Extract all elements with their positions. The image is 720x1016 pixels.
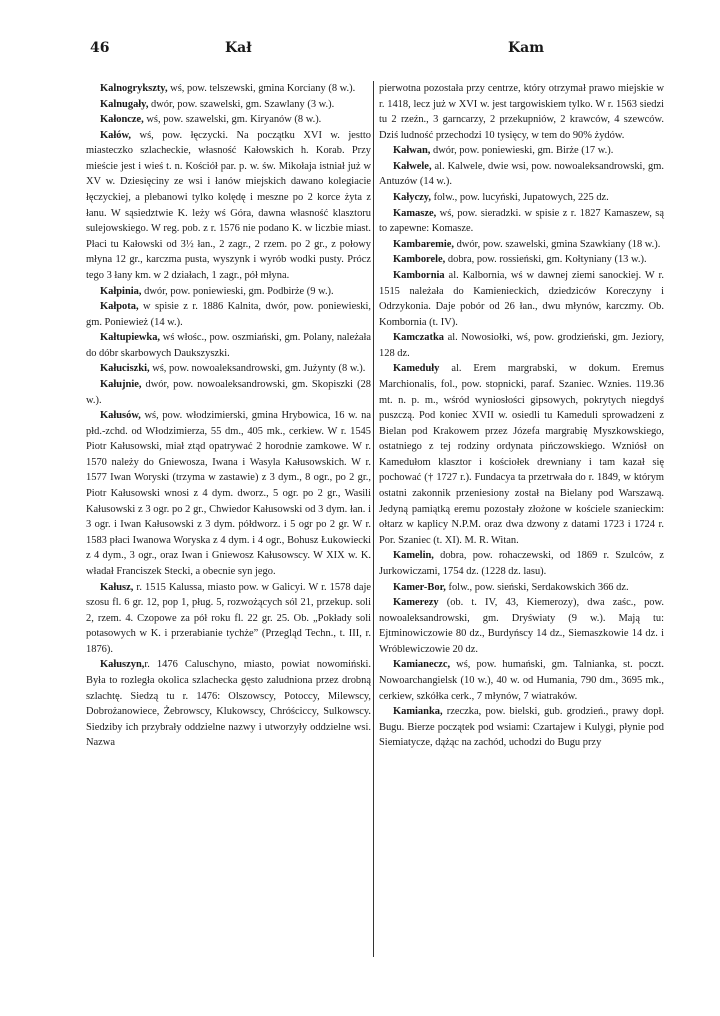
dictionary-entry — [86, 657, 371, 750]
dictionary-entry — [86, 408, 371, 579]
entry-headword: Kamer-Bor, — [393, 581, 446, 593]
entry-text: wś, pow. włodzimierski, gmina Hrybowica, 16 w. na płd.-zchd. od Włodzimierza, 55 dm., 405 mk., cerkiew. W r. 1545 Piotr Kałusowski, miał ztąd opatrywać 2 horodnie zamkowe. W r. 1570 należy do Gniewosza, Iwana i Wasyla Kałusowskich. W r. 1577 Iwan Woryski (trzyma w zastawie) z 3 dym., 8 ogr., po 2 gr., Piotr Kałusowski wnosi z 4 dym. dworz., 5 ogr. po 2 gr., Wasili Kałusowski z 3 ogr. po 2 gr., Chwiedor Kałusowski od 3 dym. łan. i 3 ogr. i Iwan Kałusowski z 3 dym. półdworz. i 5 ogr po 2 gr. W r. 1583 płaci Iwanowa Woryska z 4 dym. i 4 ogr., Bohusz Łukowiecki z 4 dym., 3 ogr., oraz Iwan i Gniewosz Kałusowscy. W XIX w. K. władał Franciszek Stecki, a obecnie syn jego. — [86, 410, 371, 577]
dictionary-entry — [379, 190, 664, 206]
dictionary-entry — [379, 237, 664, 253]
entry-headword: Kambaremie, — [393, 238, 454, 250]
entry-text: w spisie z r. 1886 Kalnita, dwór, pow. poniewieski, gm. Poniewież (14 w.). — [86, 301, 371, 328]
entry-text: al. Nowosiołki, wś, pow. grodzieński, gm. Jeziory, 128 dz. — [379, 332, 664, 359]
entry-text: pierwotna pozostała przy centrze, który otrzymał prawo miejskie w r. 1418, lecz już w XVI w. jest targowiskiem tylko. W r. 1563 siedzi tu 2 rzeźn., 3 garncarzy, 2 przekupniów, 2 krawców, 4 szewców. Dziś ludność przechodzi 10 tysięcy, w tem do 90% żydów. — [379, 83, 664, 141]
entry-text: al. Kalwele, dwie wsi, pow. nowoaleksandrowski, gm. Antuzów (14 w.). — [379, 160, 664, 188]
dictionary-entry — [379, 704, 664, 751]
dictionary-entry — [379, 330, 664, 361]
entry-headword: Kałusz, — [100, 581, 134, 593]
entry-headword: Kałpota, — [100, 301, 139, 313]
entry-headword: Kalnugały, — [100, 98, 149, 110]
right-column — [379, 81, 664, 751]
entry-headword: Kałyczy, — [393, 192, 431, 204]
entry-headword: Kameduły — [393, 363, 440, 375]
entry-text: wś, pow. nowoaleksandrowski, gm. Jużynty (8 w.). — [149, 363, 366, 375]
dictionary-entry — [86, 81, 371, 97]
entry-headword: Kałwele, — [393, 160, 432, 172]
entry-text: wś, pow. humański, gm. Talnianka, st. poczt. Nowoarchangielsk (10 w.), 40 w. od Humania, 790 dm., 3695 mk., cerkiew, szkółka cerk., 7 młynów, 7 wiatraków. — [379, 659, 664, 702]
entry-text: al. Erem margrabski, w dokum. Eremus Marchionalis, fol., pow. stopnicki, paraf. Szaniec. Wznies. 119.36 mt. n. p. m., wśród wyniosłości gipsowych, pokrytych niegdyś puszczą. Pod koniec XVII w. osiedli tu Kameduli sprowadzeni z Bielan pod Krakowem przez Józefa margrabię Myszkowskiego, ostatniego z tej rodziny ordynata pińczowskiego. Wzniósł on Kamedułom klasztor i kościołek drewniany i tam kazał się pochować († 1727 r.). Fundacya ta przetrwała do r. 1849, w którym ostatni zakonnik przeniesiony został na Bielany pod Warszawą. Jedyną pamiątką eremu pozostały złożone w kościele szanieckim: ołtarz w kaplicy N.P.M. oraz dwa dzwony z datami 1723 i 1724 r. Por. Szaniec (t. XI). M. R. Witan. — [379, 363, 664, 546]
page-header — [90, 40, 662, 64]
entry-text: al. Kalbornia, wś w dawnej ziemi sanockiej. W r. 1515 należała do Kamienieckich, dziedziców Koreczyny i Odrzykonia. Daje pobór od 26 łan., dwu młynów, karczmy. Ob. Kombornia (t. IV). — [379, 269, 664, 328]
entry-text: r. 1476 Caluschyno, miasto, powiat nowomiński. Była to rozległa okolica szlachecka gęsto zaludniona przez drobną szlachtę. Siedzą tu r. 1476: Olszowscy, Potoccy, Milewscy, Dobrożanowiece, Żebrowscy, Klukowscy, Chróściccy, Sulkowscy. Siedziby ich przybrały oddzielne nazwy i utworzyły oddzielne wsi. Nazwa — [86, 659, 371, 749]
dictionary-entry — [379, 252, 664, 268]
dictionary-entry — [86, 377, 371, 408]
dictionary-entry — [379, 548, 664, 579]
entry-text: dobra, pow. rohaczewski, od 1869 r. Szulców, z Jurkowiczami, 1754 dz. (1228 dz. lasu). — [379, 550, 664, 577]
entry-text: wś włośc., pow. oszmiański, gm. Polany, należała do dóbr skarbowych Daukszyszki. — [86, 332, 371, 359]
entry-headword: Kamianeczc, — [393, 659, 451, 671]
dictionary-entry — [379, 268, 664, 330]
dictionary-entry — [379, 580, 664, 596]
column-divider — [373, 81, 374, 957]
entry-text: (ob. t. IV, 43, Kiemerozy), dwa zaśc., pow. nowoaleksandrowski, gm. Dryświaty (9 w.). Mają tu: Ejtminowiczowie 80 dz., Burdyńscy 14 dz., Siemaszkowie 14 dz. i Wróblewiczowie 20 dz. — [379, 597, 664, 655]
dictionary-entry — [86, 128, 371, 284]
dictionary-entry — [379, 657, 664, 704]
dictionary-entry — [379, 159, 664, 190]
entry-headword: Kamczatka — [393, 332, 445, 344]
dictionary-entry — [86, 112, 371, 128]
dictionary-entry — [379, 143, 664, 159]
entry-headword: Kałujnie, — [100, 378, 142, 390]
entry-headword: Kałpinia, — [100, 285, 142, 297]
entry-text: rzeczka, pow. bielski, gub. grodzień., prawy dopł. Bugu. Bierze początek pod wsiami: Czartajew i Kulygi, płynie pod Siemiatycze, dążąc na zachód, uchodzi do Bugu przy — [379, 706, 664, 749]
entry-text: wś, pow. łęczycki. Na początku XVI w. jestto miasteczko szlacheckie, własność Kałowskich h. Korab. Przy mieście jest i wieś t. n. Kościół par. p. w. św. Mikołaja istniał już w XV w. Dziesięciny ze wsi i łanów miejskich dawano kolegiacie łęczyckiej, a plebanowi tylko kolędę i meszne po 2 korce żyta z łanu. W sąsiedztwie K. leży wś Góra, dawna własność klasztoru sulejowskiego. W reg. pob. z r. 1576 nie podano K. w liczbie miast. Płaci tu Kałowski od 3½ łan., 2 zagr., 2 rzem. po 2 gr., z połowy młyna 12 gr., karczma pusta, wyszynk i wyrób wodki pusty. Prócz tego 3 łany km. w 2 działach, 1 zagr., pół młyna. — [86, 129, 371, 281]
entry-text: folw., pow. sieński, Serdakowskich 366 dz. — [445, 581, 629, 593]
entry-headword: Kałoncze, — [100, 114, 144, 126]
page-number: 46 — [90, 40, 110, 56]
entry-headword: Kałwan, — [393, 145, 431, 157]
entry-headword: Kalnogrykszty, — [100, 83, 168, 94]
entry-text: wś, pow. telszewski, gmina Korciany (8 w.). — [167, 83, 356, 94]
entry-text: wś, pow. sieradzki. w spisie z r. 1827 Kamaszew, są to zapewne: Komasze. — [379, 207, 664, 235]
entry-text: r. 1515 Kalussa, miasto pow. w Galicyi. W r. 1578 daje szosu fl. 6 gr. 12, pop 1, pług. 5, rozwożących sól 21, przekup. soli 2, rzem. 4. Czopowe za pół roku fl. 22 gr. 25. Ob. „Pokłady soli potasowych w K. i przerabianie tychże” (Przegląd Techn., t. III, r. 1876). — [86, 581, 371, 655]
entry-headword: Kamborele, — [393, 254, 446, 266]
entry-headword: Kałtupiewka, — [100, 332, 161, 344]
dictionary-entry — [86, 330, 371, 361]
dictionary-entry — [379, 595, 664, 657]
entry-headword: Kamasze, — [393, 207, 437, 219]
entry-headword: Kałów, — [100, 129, 132, 141]
dictionary-entry — [379, 81, 664, 143]
dictionary-entry — [86, 299, 371, 330]
entry-headword: Kamerezy — [393, 597, 439, 609]
running-head-right: Kam — [508, 40, 545, 56]
entry-headword: Kałuciszki, — [100, 363, 150, 375]
entry-text: dobra, pow. rossieński, gm. Kołtyniany (13 w.). — [445, 254, 647, 266]
dictionary-entry — [86, 361, 371, 377]
entry-text: dwór, pow. poniewieski, gm. Birże (17 w.). — [430, 145, 614, 157]
entry-text: dwór, pow. nowoaleksandrowski, gm. Skopiszki (28 w.). — [86, 378, 371, 406]
entry-text: dwór, pow. poniewieski, gm. Podbirże (9 w.). — [141, 285, 334, 297]
dictionary-entry — [379, 361, 664, 548]
entry-headword: Kamelin, — [393, 550, 434, 562]
entry-text: dwór, pow. szawelski, gm. Szawlany (3 w.). — [148, 98, 335, 110]
dictionary-entry — [379, 206, 664, 237]
dictionary-entry — [86, 580, 371, 658]
entry-headword: Kamianka, — [393, 706, 443, 718]
dictionary-entry — [86, 97, 371, 113]
running-head-left: Kał — [225, 40, 252, 56]
entry-headword: Kambornia — [393, 269, 445, 281]
left-column — [86, 81, 371, 751]
dictionary-entry — [86, 284, 371, 300]
entry-text: dwór, pow. szawelski, gmina Szawkiany (18 w.). — [453, 238, 661, 250]
entry-headword: Kałusów, — [100, 410, 141, 422]
entry-headword: Kałuszyn, — [100, 659, 145, 671]
entry-text: wś, pow. szawelski, gm. Kiryanów (8 w.). — [143, 114, 322, 126]
entry-text: folw., pow. lucyński, Jupatowych, 225 dz. — [430, 192, 609, 204]
